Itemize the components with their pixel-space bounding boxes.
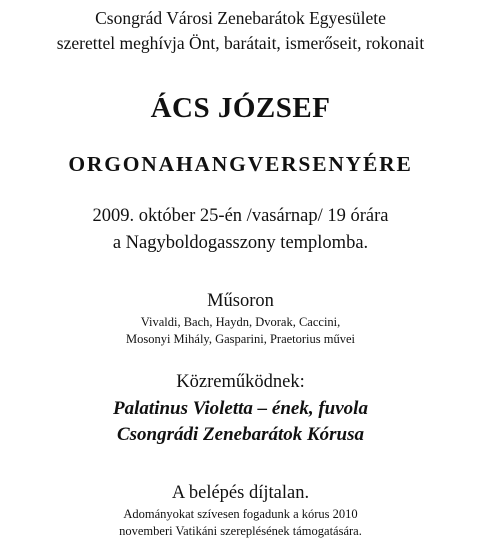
performer-choir: Csongrádi Zenebarátok Kórusa	[116, 424, 365, 445]
event-title: ORGONAHANGVERSENYÉRE	[68, 152, 413, 176]
admission-heading: A belépés díjtalan.	[171, 483, 310, 503]
program-composers-line-2: Mosonyi Mihály, Gasparini, Praetorius művei	[125, 332, 356, 346]
donation-note-line-2: novemberi Vatikáni szereplésének támogatására.	[119, 524, 362, 538]
performers-heading: Közreműködnek:	[176, 372, 305, 392]
event-date: 2009. október 25-én /vasárnap/ 19 órára	[92, 206, 389, 226]
performer-soloist: Palatinus Violetta – ének, fuvola	[113, 398, 368, 419]
event-venue: a Nagyboldogasszony templomba.	[112, 233, 369, 253]
invitation-line: szerettel meghívja Önt, barátait, ismerőseit, rokonait	[56, 33, 425, 53]
organizer-line: Csongrád Városi Zenebarátok Egyesülete	[95, 8, 386, 28]
program-heading: Műsoron	[207, 291, 274, 311]
donation-note-line-1: Adományokat szívesen fogadunk a kórus 2010	[123, 507, 358, 521]
program-composers-line-1: Vivaldi, Bach, Haydn, Dvorak, Caccini,	[140, 315, 341, 329]
performer-name: ÁCS JÓZSEF	[150, 92, 331, 124]
